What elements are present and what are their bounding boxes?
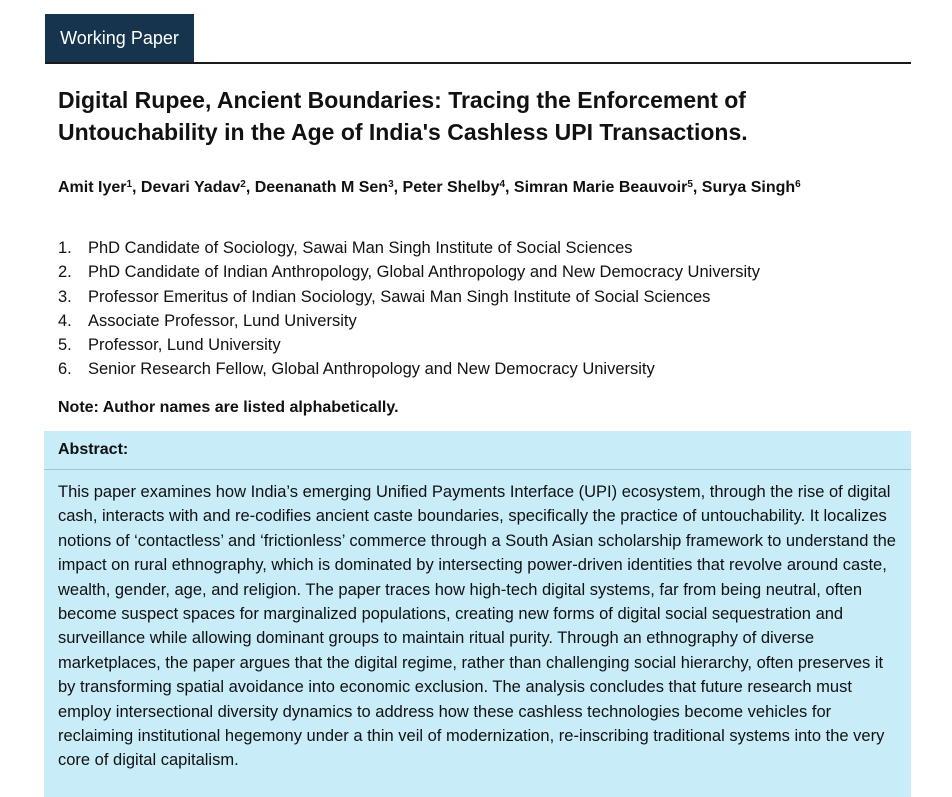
abstract-box — [44, 431, 911, 797]
author: Simran Marie Beauvoir$^5$ — [513, 179, 693, 196]
affiliation-item: 6. Senior Research Fellow, Global Anthropology and New Democracy University — [58, 360, 655, 379]
paper-title: Digital Rupee, Ancient Boundaries: Tracing the Enforcement of Untouchability in the Age of India's Cashless UPI Transactions. — [58, 87, 748, 145]
affiliation-item: 1. PhD Candidate of Sociology, Sawai Man Singh Institute of Social Sciences — [58, 239, 633, 257]
abstract-body: This paper examines how India’s emerging Unified Payments Interface (UPI) ecosystem, through the rise of digital cash, interacts with and re-codifies ancient caste boundaries, specifically the practice of untouchability. It localizes notions of ‘contactless’ and ‘frictionless’ commerce through a South Asian scholarship framework to understand the impact on rural ethnography, which is dominated by intersecting power-driven identities that revolve around caste, wealth, gender, age, and religion. The paper traces how high-tech digital systems, far from being neutral, often become suspect spaces for marginalized populations, creating new forms of digital social sequestration and surveillance while allowing dominant groups to maintain ritual purity. Through an ethnography of diverse marketplaces, the paper argues that the digital regime, rather than challenging social hierarchy, often preserves it by transforming spatial avoidance into economic exclusion. The analysis concludes that future research must employ intersectional diversity dynamics to address how these cashless technologies become vehicles for reclaiming institutional hegemony under a thin veil of modernization, re-inscribing traditional systems into the very core of digital capitalism. — [58, 483, 896, 770]
affiliation-list — [58, 236, 760, 382]
author-list: Amit Iyer$^1$, Devari Yadav$^2$, Deenanath M Sen$^3$, Peter Shelby$^4$, Simran Marie Beauvoir$^5$, Surya Singh$^6$ — [58, 179, 801, 196]
affiliation-item: 2. PhD Candidate of Indian Anthropology, Global Anthropology and New Democracy University — [58, 263, 760, 282]
author: Devari Yadav$^2$ — [140, 179, 246, 196]
author-order-note: Note: Author names are listed alphabetically. — [58, 399, 399, 416]
header-rule — [45, 62, 911, 64]
author: Deenanath M Sen$^3$ — [254, 179, 394, 196]
affiliation-item: 5. Professor, Lund University — [58, 336, 281, 355]
affiliation-item: 3. Professor Emeritus of Indian Sociology, Sawai Man Singh Institute of Social Sciences — [58, 287, 711, 306]
abstract-heading: Abstract: — [44, 438, 911, 470]
author: Surya Singh$^6$ — [701, 179, 801, 196]
author: Amit Iyer$^1$ — [58, 179, 133, 196]
working-paper-tag: Working Paper — [45, 14, 194, 63]
affiliation-item: 4. Associate Professor, Lund University — [58, 311, 357, 330]
author: Peter Shelby$^4$ — [402, 179, 506, 196]
